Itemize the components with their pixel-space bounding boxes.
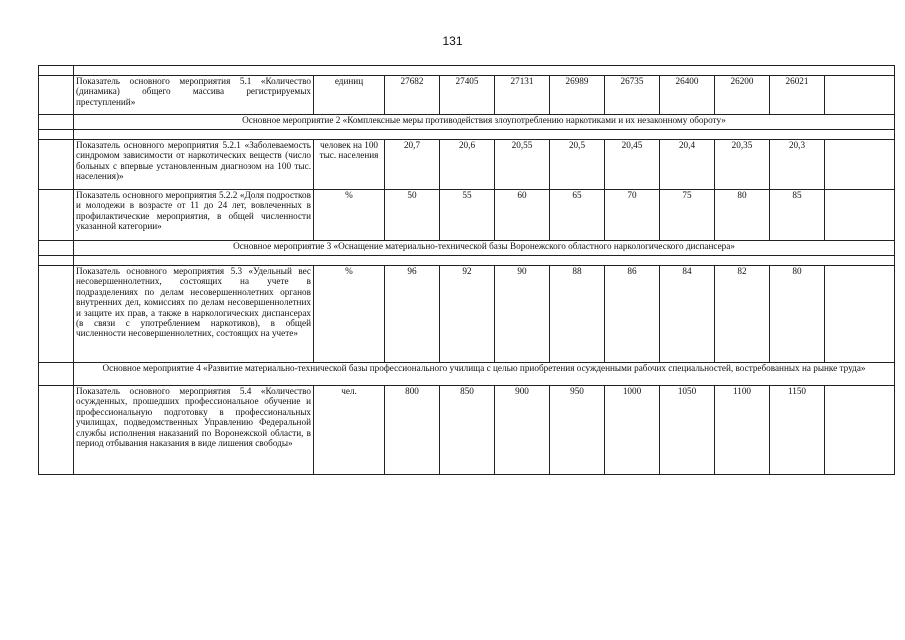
indicator-value: 92 [440,266,495,363]
index-cell [39,115,74,130]
index-cell [39,66,74,76]
spacer-cell [74,130,895,140]
spacer-row [39,130,895,140]
indicator-value: 27405 [440,76,495,115]
indicator-unit: единиц [314,76,385,115]
indicator-row [39,190,895,241]
index-cell [39,76,74,115]
section-header-row [39,115,895,130]
indicator-value: 26735 [605,76,660,115]
spacer-row [39,66,895,76]
note-cell [825,386,895,475]
indicator-value: 70 [605,190,660,241]
indicator-value: 82 [715,266,770,363]
indicator-value: 20,5 [550,140,605,190]
indicator-value: 50 [385,190,440,241]
indicator-unit: % [314,190,385,241]
indicator-label: Показатель основного мероприятия 5.2.1 «Заболеваемость синдромом зависимости от наркотических веществ (число больных с впервые установленным диагнозом на 100 тыс. населения)» [74,140,314,190]
indicator-value: 1050 [660,386,715,475]
section-title: Основное мероприятие 3 «Оснащение материально-технической базы Воронежского областного наркологического диспансера» [74,241,895,256]
index-cell [39,130,74,140]
spacer-cell [74,66,895,76]
indicator-value: 88 [550,266,605,363]
indicator-value: 27682 [385,76,440,115]
indicator-unit: % [314,266,385,363]
index-cell [39,140,74,190]
spacer-row [39,256,895,266]
indicator-value: 60 [495,190,550,241]
indicator-value: 26200 [715,76,770,115]
indicator-value: 1150 [770,386,825,475]
indicator-value: 27131 [495,76,550,115]
indicator-row [39,386,895,475]
indicator-label: Показатель основного мероприятия 5.4 «Количество осужденных, прошедших профессиональное обучение и профессиональную подготовку в профессиональных училищах, подведомственных Управлению Федеральной службы исполнения наказаний по Воронежской области, в период отбывания наказания в виде лишения свободы» [74,386,314,475]
section-title: Основное мероприятие 4 «Развитие материально-технической базы профессионального училища с целью приобретения осужденными рабочих специальностей, востребованных на рынке труда» [74,363,895,386]
note-cell [825,190,895,241]
index-cell [39,190,74,241]
indicator-label: Показатель основного мероприятия 5.3 «Удельный вес несовершеннолетних, состоящих на учете в подразделениях по делам несовершеннолетних органов внутренних дел, комиссиях по делам несовершеннолетних и защите их прав, а также в наркологических диспансерах (в связи с употреблением наркотиков), в общей численности несовершеннолетних, состоящих на учете» [74,266,314,363]
indicator-value: 800 [385,386,440,475]
indicator-value: 96 [385,266,440,363]
indicator-row [39,76,895,115]
index-cell [39,241,74,256]
index-cell [39,266,74,363]
indicator-value: 80 [770,266,825,363]
indicator-value: 1100 [715,386,770,475]
indicator-value: 20,3 [770,140,825,190]
note-cell [825,76,895,115]
indicator-value: 55 [440,190,495,241]
indicators-table [38,65,895,475]
indicator-unit: чел. [314,386,385,475]
index-cell [39,256,74,266]
page-number: 131 [442,34,463,48]
indicator-row [39,266,895,363]
indicator-label: Показатель основного мероприятия 5.1 «Количество (динамика) общего массива регистрируемых преступлений» [74,76,314,115]
indicator-value: 20,4 [660,140,715,190]
indicator-value: 950 [550,386,605,475]
note-cell [825,266,895,363]
indicator-value: 90 [495,266,550,363]
indicator-value: 20,45 [605,140,660,190]
indicator-value: 86 [605,266,660,363]
indicator-value: 65 [550,190,605,241]
section-title: Основное мероприятие 2 «Комплексные меры противодействия злоупотреблению наркотиками и их незаконному обороту» [74,115,895,130]
indicator-value: 75 [660,190,715,241]
indicator-value: 26400 [660,76,715,115]
section-header-row [39,241,895,256]
indicator-value: 26021 [770,76,825,115]
indicator-value: 1000 [605,386,660,475]
indicator-value: 900 [495,386,550,475]
note-cell [825,140,895,190]
spacer-cell [74,256,895,266]
indicator-value: 20,7 [385,140,440,190]
indicator-value: 20,35 [715,140,770,190]
table-body [39,66,895,475]
indicator-value: 85 [770,190,825,241]
indicator-value: 20,55 [495,140,550,190]
indicator-row [39,140,895,190]
indicator-value: 84 [660,266,715,363]
section-header-row [39,363,895,386]
indicator-label: Показатель основного мероприятия 5.2.2 «Доля подростков и молодежи в возрасте от 11 до 24 лет, вовлеченных в профилактические мероприятия, в общей численности указанной категории» [74,190,314,241]
indicator-value: 26989 [550,76,605,115]
indicator-value: 850 [440,386,495,475]
indicator-value: 80 [715,190,770,241]
index-cell [39,386,74,475]
index-cell [39,363,74,386]
indicator-unit: человек на 100 тыс. населения [314,140,385,190]
indicator-value: 20,6 [440,140,495,190]
